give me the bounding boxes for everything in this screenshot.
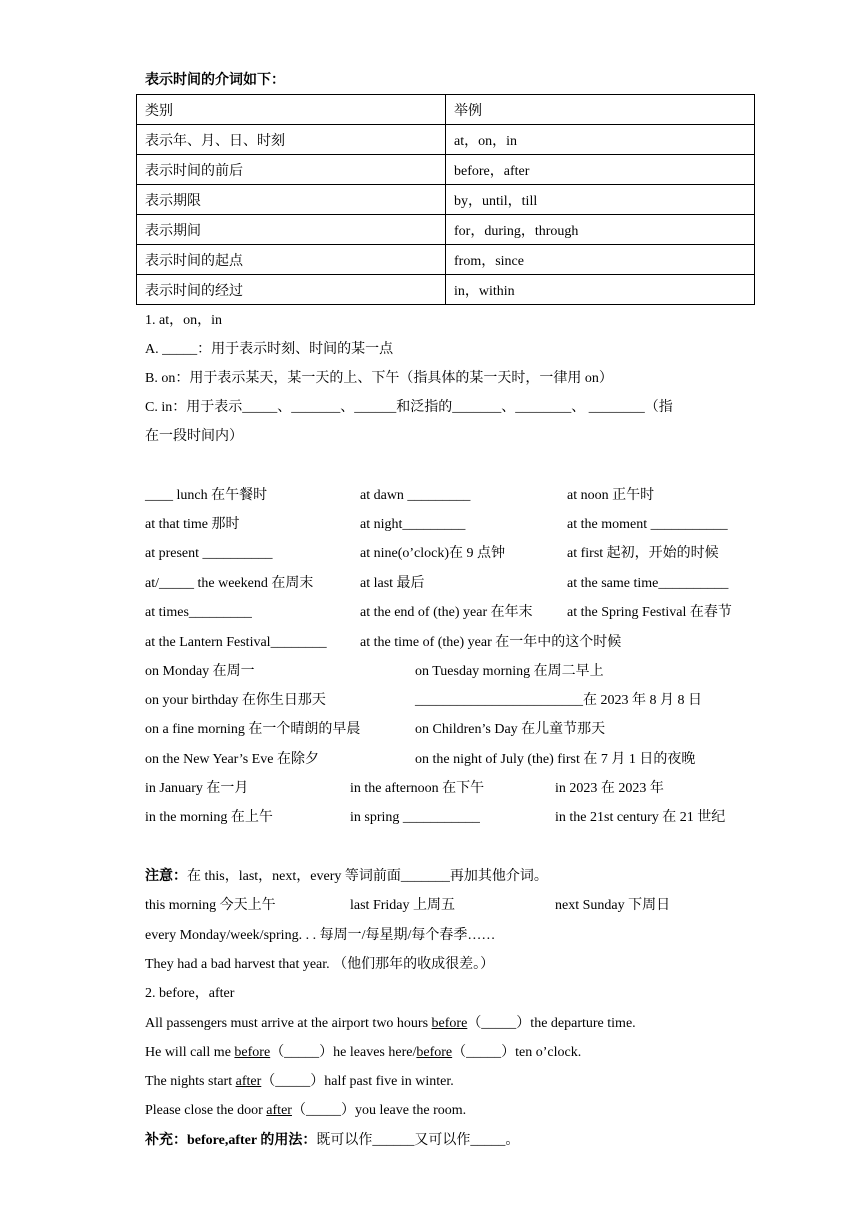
table-cell: by，until，till xyxy=(446,185,755,215)
preposition-table xyxy=(136,94,755,305)
example-sentence xyxy=(145,1102,466,1120)
phrase: at the moment ___________ xyxy=(567,517,728,532)
phrase: at that time 那时 xyxy=(145,517,240,532)
underlined-word: after xyxy=(266,1103,292,1118)
note-line xyxy=(145,868,548,886)
note-example: They had a bad harvest that year. （他们那年的收成很差。） xyxy=(145,957,495,972)
phrase: at present __________ xyxy=(145,546,273,561)
phrase: on your birthday 在你生日那天 xyxy=(145,693,326,708)
section1-title: 1. at，on，in xyxy=(145,313,222,328)
phrase: at the end of (the) year 在年末 xyxy=(360,605,533,620)
phrase: at noon 正午时 xyxy=(567,488,655,503)
phrase: on Children’s Day 在儿童节那天 xyxy=(415,722,606,737)
underlined-word: before xyxy=(234,1045,271,1060)
phrase: at nine(o’clock)在 9 点钟 xyxy=(360,546,506,561)
table-cell: 表示年、月、日、时刻 xyxy=(137,125,446,155)
phrase: in spring ___________ xyxy=(350,810,480,825)
phrase: ____ lunch 在午餐时 xyxy=(145,488,268,503)
phrase: in the morning 在上午 xyxy=(145,810,273,825)
phrase: at the Lantern Festival________ xyxy=(145,635,327,650)
rule-a: A. _____：用于表示时刻、时间的某一点 xyxy=(145,342,394,357)
table-cell: 类别 xyxy=(137,95,446,125)
phrase: at the Spring Festival 在春节 xyxy=(567,605,732,620)
example-sentence xyxy=(145,1073,454,1091)
phrase: ________________________在 2023 年 8 月 8 日 xyxy=(415,693,702,708)
rule-c-line1: C. in：用于表示_____、_______、______和泛指的_______、________、 ________（指 xyxy=(145,400,673,415)
note-text: 在 this，last，next，every 等词前面_______再加其他介词。 xyxy=(187,869,548,884)
table-cell: in，within xyxy=(446,275,755,305)
underlined-word: before xyxy=(416,1045,453,1060)
table-cell: at，on，in xyxy=(446,125,755,155)
table-cell: 举例 xyxy=(446,95,755,125)
section-heading: 表示时间的介词如下： xyxy=(145,73,285,88)
phrase: at last 最后 xyxy=(360,576,425,591)
sentence-part: （_____）half past five in winter. xyxy=(261,1074,454,1089)
phrase: on Monday 在周一 xyxy=(145,664,255,679)
phrase: next Sunday 下周日 xyxy=(555,898,671,913)
table-row xyxy=(137,245,755,275)
sentence-part: （_____）you leave the room. xyxy=(291,1103,467,1118)
note-label: 注意： xyxy=(145,869,187,884)
phrase: on a fine morning 在一个晴朗的早晨 xyxy=(145,722,361,737)
table-cell: 表示时间的前后 xyxy=(137,155,446,185)
underlined-word: before xyxy=(431,1016,468,1031)
phrase: this morning 今天上午 xyxy=(145,898,276,913)
table-cell: for，during，through xyxy=(446,215,755,245)
table-row xyxy=(137,215,755,245)
table-row xyxy=(137,275,755,305)
supplement-line xyxy=(145,1132,519,1150)
sentence-part: All passengers must arrive at the airport two hours xyxy=(145,1016,432,1031)
phrase: on the New Year’s Eve 在除夕 xyxy=(145,752,319,767)
phrase: in January 在一月 xyxy=(145,781,249,796)
phrase: at/_____ the weekend 在周末 xyxy=(145,576,314,591)
phrase: in the 21st century 在 21 世纪 xyxy=(555,810,726,825)
phrase: in the afternoon 在下午 xyxy=(350,781,485,796)
phrase: at first 起初，开始的时候 xyxy=(567,546,719,561)
sentence-part: He will call me xyxy=(145,1045,235,1060)
table-cell: 表示期间 xyxy=(137,215,446,245)
table-cell: from，since xyxy=(446,245,755,275)
table-cell: 表示期限 xyxy=(137,185,446,215)
underlined-word: after xyxy=(235,1074,262,1089)
phrase: at night_________ xyxy=(360,517,466,532)
table-row xyxy=(137,95,755,125)
table-row xyxy=(137,155,755,185)
phrase: at times_________ xyxy=(145,605,252,620)
table-row xyxy=(137,185,755,215)
supplement-label: 补充：before,after 的用法： xyxy=(145,1133,317,1148)
phrase: last Friday 上周五 xyxy=(350,898,455,913)
phrase: at the same time__________ xyxy=(567,576,729,591)
sentence-part: The nights start xyxy=(145,1074,236,1089)
sentence-part: Please close the door xyxy=(145,1103,267,1118)
example-sentence xyxy=(145,1015,636,1033)
table-row xyxy=(137,125,755,155)
table-cell: 表示时间的经过 xyxy=(137,275,446,305)
example-sentence xyxy=(145,1044,581,1062)
sentence-part: （_____）he leaves here/ xyxy=(270,1045,417,1060)
phrase: on the night of July (the) first 在 7 月 1 日的夜晚 xyxy=(415,752,696,767)
phrase: on Tuesday morning 在周二早上 xyxy=(415,664,604,679)
phrase: at the time of (the) year 在一年中的这个时候 xyxy=(360,635,622,650)
note-example: every Monday/week/spring. . . 每周一/每星期/每个春季…… xyxy=(145,928,496,943)
section2-title: 2. before，after xyxy=(145,986,235,1001)
sentence-part: （_____）the departure time. xyxy=(467,1016,636,1031)
sentence-part: （_____）ten o’clock. xyxy=(452,1045,582,1060)
phrase: at dawn _________ xyxy=(360,488,471,503)
rule-c-line2: 在一段时间内） xyxy=(145,429,243,444)
phrase: in 2023 在 2023 年 xyxy=(555,781,664,796)
table-cell: 表示时间的起点 xyxy=(137,245,446,275)
table-cell: before，after xyxy=(446,155,755,185)
rule-b: B. on：用于表示某天，某一天的上、下午（指具体的某一天时，一律用 on） xyxy=(145,371,613,386)
supplement-text: 既可以作______又可以作_____。 xyxy=(316,1133,520,1148)
